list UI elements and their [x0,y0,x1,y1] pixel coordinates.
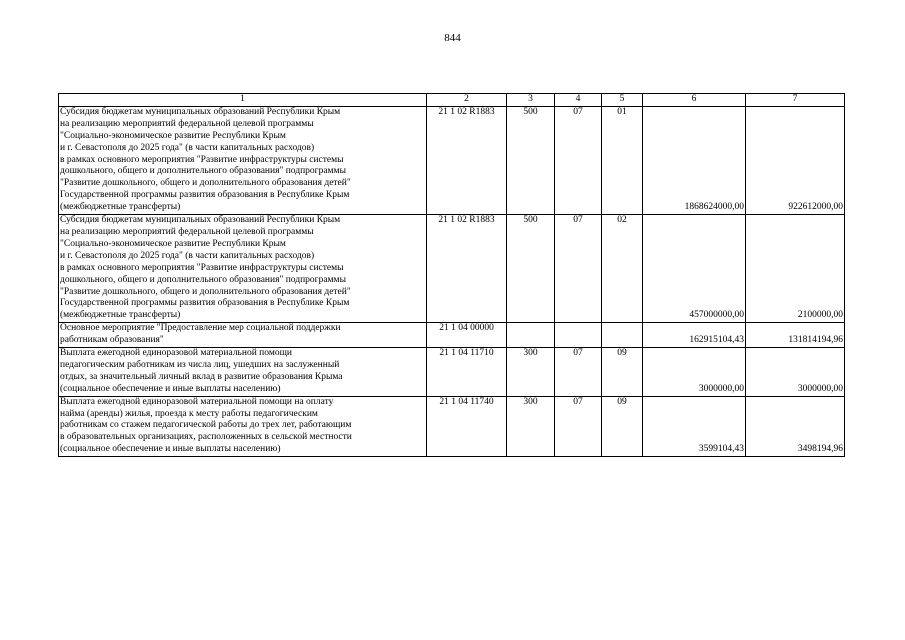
row-amount-7: 3498194,96 [746,396,845,457]
row-amount-7: 2100000,00 [746,215,845,323]
row-description: Субсидия бюджетам муниципальных образований Республики Крым на реализацию мероприятий федеральной целевой программы "Социально-экономическое развитие Республики Крым и г. Севастополя до 2025 года" (в части капитальных расходов) в рамках основного мероприятия "Развитие инфраструктуры системы дошкольного, общего и дополнительного образования" подпрограммы "Развитие дошкольного, общего и дополнительного образования детей" Государственной программы развития образования в Республике Крым (межбюджетные трансферты) [59,215,427,323]
row-col4: 07 [555,106,602,214]
row-col5: 02 [602,215,643,323]
row-col3: 300 [507,396,555,457]
table-row [59,106,845,214]
row-col4 [555,323,602,348]
row-col4: 07 [555,348,602,397]
row-description: Выплата ежегодной единоразовой материальной помощи на оплату найма (аренды) жилья, проезда к месту работы педагогическим работникам со стажем педагогической работы до трех лет, работающим в образовательных организациях, расположенных в сельской местности (социальное обеспечение и иные выплаты населению) [59,396,427,457]
table-row [59,323,845,348]
row-amount-6: 457000000,00 [643,215,746,323]
row-amount-7: 922612000,00 [746,106,845,214]
row-col3 [507,323,555,348]
row-amount-7: 3000000,00 [746,348,845,397]
header-cell: 7 [746,94,845,107]
row-code: 21 1 02 R1883 [427,106,507,214]
table-row [59,396,845,457]
row-col4: 07 [555,215,602,323]
row-amount-6: 3000000,00 [643,348,746,397]
row-amount-6: 1868624000,00 [643,106,746,214]
row-amount-6: 162915104,43 [643,323,746,348]
row-col4: 07 [555,396,602,457]
table-header-row [59,94,845,107]
header-cell: 5 [602,94,643,107]
budget-table [58,93,845,457]
row-description: Субсидия бюджетам муниципальных образований Республики Крым на реализацию мероприятий федеральной целевой программы "Социально-экономическое развитие Республики Крым и г. Севастополя до 2025 года" (в части капитальных расходов) в рамках основного мероприятия "Развитие инфраструктуры системы дошкольного, общего и дополнительного образования" подпрограммы "Развитие дошкольного, общего и дополнительного образования детей" Государственной программы развития образования в Республике Крым (межбюджетные трансферты) [59,106,427,214]
row-code: 21 1 04 00000 [427,323,507,348]
row-col5: 09 [602,396,643,457]
table-row [59,215,845,323]
header-cell: 6 [643,94,746,107]
row-description: Основное мероприятие "Предоставление мер социальной поддержки работникам образования" [59,323,427,348]
row-col5 [602,323,643,348]
row-code: 21 1 02 R1883 [427,215,507,323]
row-amount-7: 131814194,96 [746,323,845,348]
row-col5: 09 [602,348,643,397]
row-col5: 01 [602,106,643,214]
header-cell: 2 [427,94,507,107]
row-code: 21 1 04 11710 [427,348,507,397]
header-cell: 1 [59,94,427,107]
row-code: 21 1 04 11740 [427,396,507,457]
header-cell: 4 [555,94,602,107]
row-amount-6: 3599104,43 [643,396,746,457]
row-col3: 500 [507,215,555,323]
row-col3: 300 [507,348,555,397]
row-description: Выплата ежегодной единоразовой материальной помощи педагогическим работникам из числа лиц, ушедших на заслуженный отдых, за значительный личный вклад в развитие образования Крыма (социальное обеспечение и иные выплаты населению) [59,348,427,397]
page-number: 844 [444,32,461,44]
header-cell: 3 [507,94,555,107]
row-col3: 500 [507,106,555,214]
table-row [59,348,845,397]
